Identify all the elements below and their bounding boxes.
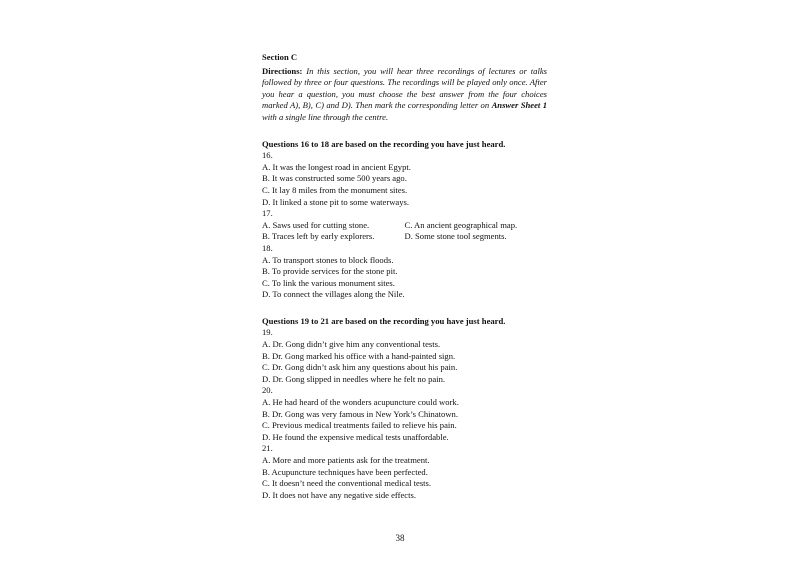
directions-paragraph <box>262 66 547 124</box>
question-number-18: 18. <box>262 242 273 253</box>
q21-option-b: B. Acupuncture techniques have been perfected. <box>262 466 428 477</box>
q17-option-b: B. Traces left by early explorers. <box>262 231 375 242</box>
q18-option-a: A. To transport stones to block floods. <box>262 254 394 265</box>
section-title: Section C <box>262 52 298 62</box>
q21-option-a: A. More and more patients ask for the treatment. <box>262 455 430 465</box>
q17-options-row-2 <box>262 231 547 243</box>
q21-option-d: D. It does not have any negative side effects. <box>262 489 416 500</box>
question-number-21: 21. <box>262 443 273 454</box>
q16-option-d: D. It linked a stone pit to some waterways. <box>262 196 410 207</box>
q19-option-c: C. Dr. Gong didn’t ask him any questions about his pain. <box>262 362 458 373</box>
question-number-20: 20. <box>262 385 273 396</box>
q17-option-c: C. An ancient geographical map. <box>404 219 518 230</box>
question-number-17: 17. <box>262 208 273 219</box>
q17-option-a: A. Saws used for cutting stone. <box>262 219 370 230</box>
question-group-heading-19-21: Questions 19 to 21 are based on the recording you have just heard. <box>262 315 506 326</box>
q16-option-b: B. It was constructed some 500 years ago. <box>262 173 407 184</box>
section-c-content <box>262 52 547 501</box>
directions-lead: Directions: <box>262 65 303 76</box>
q20-option-d: D. He found the expensive medical tests unaffordable. <box>262 431 449 442</box>
question-number-16: 16. <box>262 150 273 161</box>
q17-option-d: D. Some stone tool segments. <box>404 231 507 242</box>
page-number: 38 <box>395 533 405 543</box>
directions-text-1: In this section, you will hear three recordings of lectures or talks followed by three or four questions. The recordings will be played only once. After you hear a question, you must choose the best answer from the four choices marked A), B), C) and D). Then mark the corresponding letter on <box>262 65 547 111</box>
q18-option-d: D. To connect the villages along the Nile. <box>262 289 405 300</box>
directions-text-2: with a single line through the centre. <box>262 111 389 122</box>
q20-option-a: A. He had heard of the wonders acupuncture could work. <box>262 397 459 408</box>
q18-option-c: C. To link the various monument sites. <box>262 277 395 288</box>
q16-option-c: C. It lay 8 miles from the monument sites. <box>262 184 408 195</box>
q18-option-b: B. To provide services for the stone pit. <box>262 266 398 277</box>
question-group-heading-16-18: Questions 16 to 18 are based on the recording you have just heard. <box>262 138 506 149</box>
q17-options-row-1 <box>262 220 547 232</box>
q16-option-a: A. It was the longest road in ancient Egypt. <box>262 161 411 172</box>
q20-option-b: B. Dr. Gong was very famous in New York’s Chinatown. <box>262 408 458 419</box>
q20-option-c: C. Previous medical treatments failed to relieve his pain. <box>262 420 457 431</box>
q19-option-d: D. Dr. Gong slipped in needles where he felt no pain. <box>262 373 446 384</box>
q19-option-a: A. Dr. Gong didn’t give him any conventional tests. <box>262 339 441 350</box>
question-number-19: 19. <box>262 327 273 338</box>
q21-option-c: C. It doesn’t need the conventional medical tests. <box>262 478 432 489</box>
q19-option-b: B. Dr. Gong marked his office with a hand-painted sign. <box>262 350 456 361</box>
answer-sheet-reference: Answer Sheet 1 <box>491 100 547 111</box>
